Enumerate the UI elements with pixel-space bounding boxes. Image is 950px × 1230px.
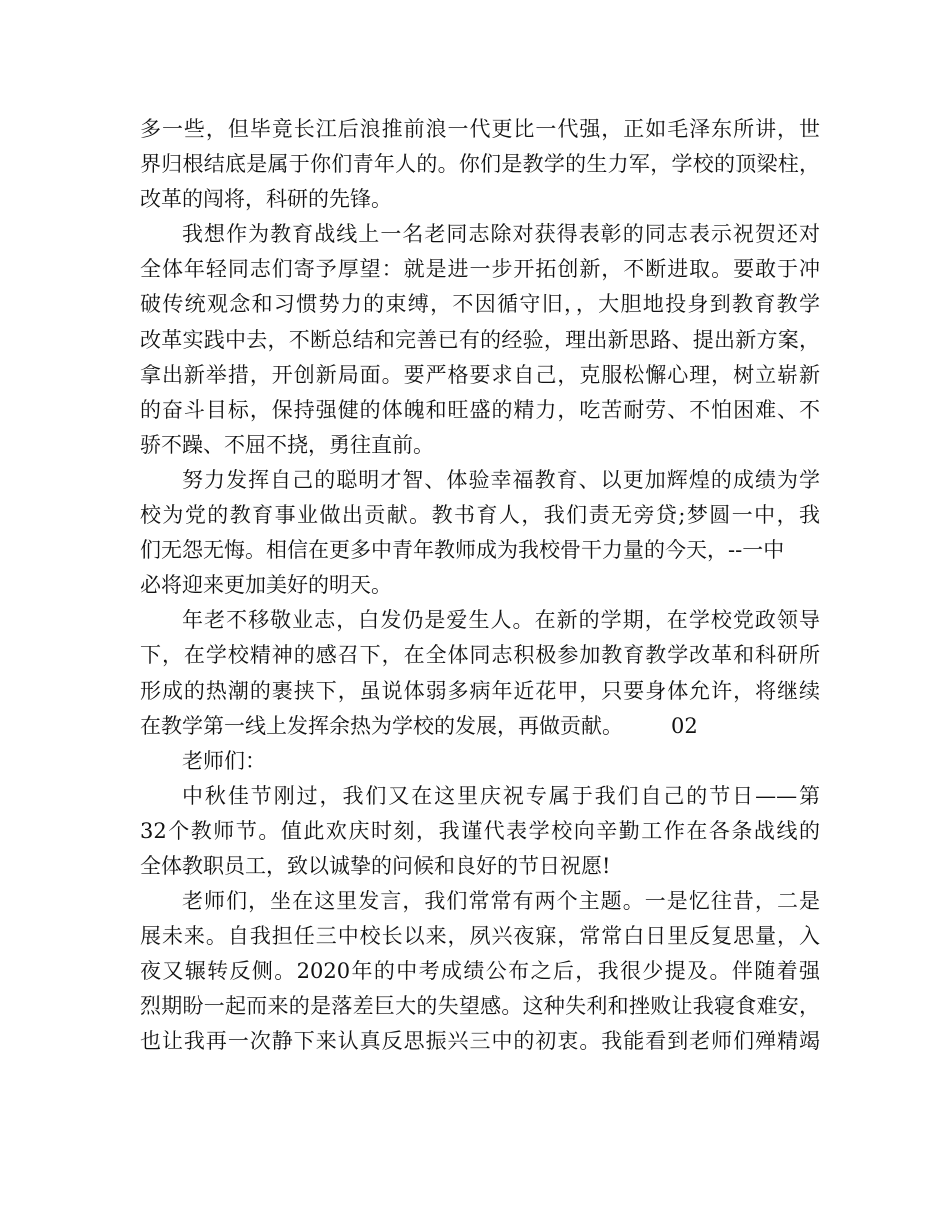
text-line: 校为党的教育事业做出贡献。教书育人，我们责无旁贷;梦圆一中，我 [140,503,820,528]
document-body [140,112,820,1060]
text-line: 的奋斗目标，保持强健的体魄和旺盛的精力，吃苦耐劳、不怕困难、不 [140,397,820,422]
text-line: 改革的闯将，科研的先锋。 [140,187,392,212]
text-line: 拿出新举措，开创新局面。要严格要求自己，克服松懈心理，树立崭新 [140,362,820,387]
text-line: 们无怨无悔。相信在更多中青年教师成为我校骨干力量的今天，--一中 [140,538,785,563]
section-number: 02 [671,713,698,738]
paragraph-start-line: 老师们，坐在这里发言，我们常常有两个主题。一是忆往昔，二是 [182,889,820,914]
paragraph-start-line: 年老不移敬业志，白发仍是爱生人。在新的学期，在学校党政领导 [182,608,820,633]
salutation-line: 老师们： [182,748,266,773]
text-line: 界归根结底是属于你们青年人的。你们是教学的生力军，学校的顶梁柱， [140,152,820,177]
text-line-with-number [140,709,820,744]
paragraph-start-line: 努力发挥自己的聪明才智、体验幸福教育、以更加辉煌的成绩为学 [182,467,820,492]
text-line: 在教学第一线上发挥余热为学校的发展，再做贡献。 [140,713,623,738]
text-line: 必将迎来更加美好的明天。 [140,573,392,598]
text-line: 多一些，但毕竟长江后浪推前浪一代更比一代强，正如毛泽东所讲，世 [140,117,820,141]
text-line: 也让我再一次静下来认真反思振兴三中的初衷。我能看到老师们殚精竭 [140,1029,820,1054]
paragraph-start-line: 中秋佳节刚过，我们又在这里庆祝专属于我们自己的节日——第 [182,783,820,808]
text-line: 烈期盼一起而来的是落差巨大的失望感。这种失利和挫败让我寝食难安， [140,994,820,1019]
text-line: 展未来。自我担任三中校长以来，夙兴夜寐，常常白日里反复思量，入 [140,924,820,949]
text-line: 骄不躁、不屈不挠，勇往直前。 [140,432,434,457]
text-line: 32个教师节。值此欢庆时刻，我谨代表学校向辛勤工作在各条战线的 [140,818,820,843]
text-line: 全体年轻同志们寄予厚望：就是进一步开拓创新，不断进取。要敢于冲 [140,257,820,282]
paragraph-start-line: 我想作为教育战线上一名老同志除对获得表彰的同志表示祝贺还对 [182,222,820,247]
text-line: 形成的热潮的裹挟下，虽说体弱多病年近花甲，只要身体允许，将继续 [140,678,820,703]
text-line: 下，在学校精神的感召下，在全体同志积极参加教育教学改革和科研所 [140,643,820,668]
text-line: 改革实践中去，不断总结和完善已有的经验，理出新思路、提出新方案， [140,327,820,352]
text-line: 全体教职员工，致以诚挚的问候和良好的节日祝愿! [140,853,611,878]
text-line: 破传统观念和习惯势力的束缚，不因循守旧，，大胆地投身到教育教学 [140,292,820,317]
text-line: 夜又辗转反侧。2020年的中考成绩公布之后，我很少提及。伴随着强 [140,959,820,984]
